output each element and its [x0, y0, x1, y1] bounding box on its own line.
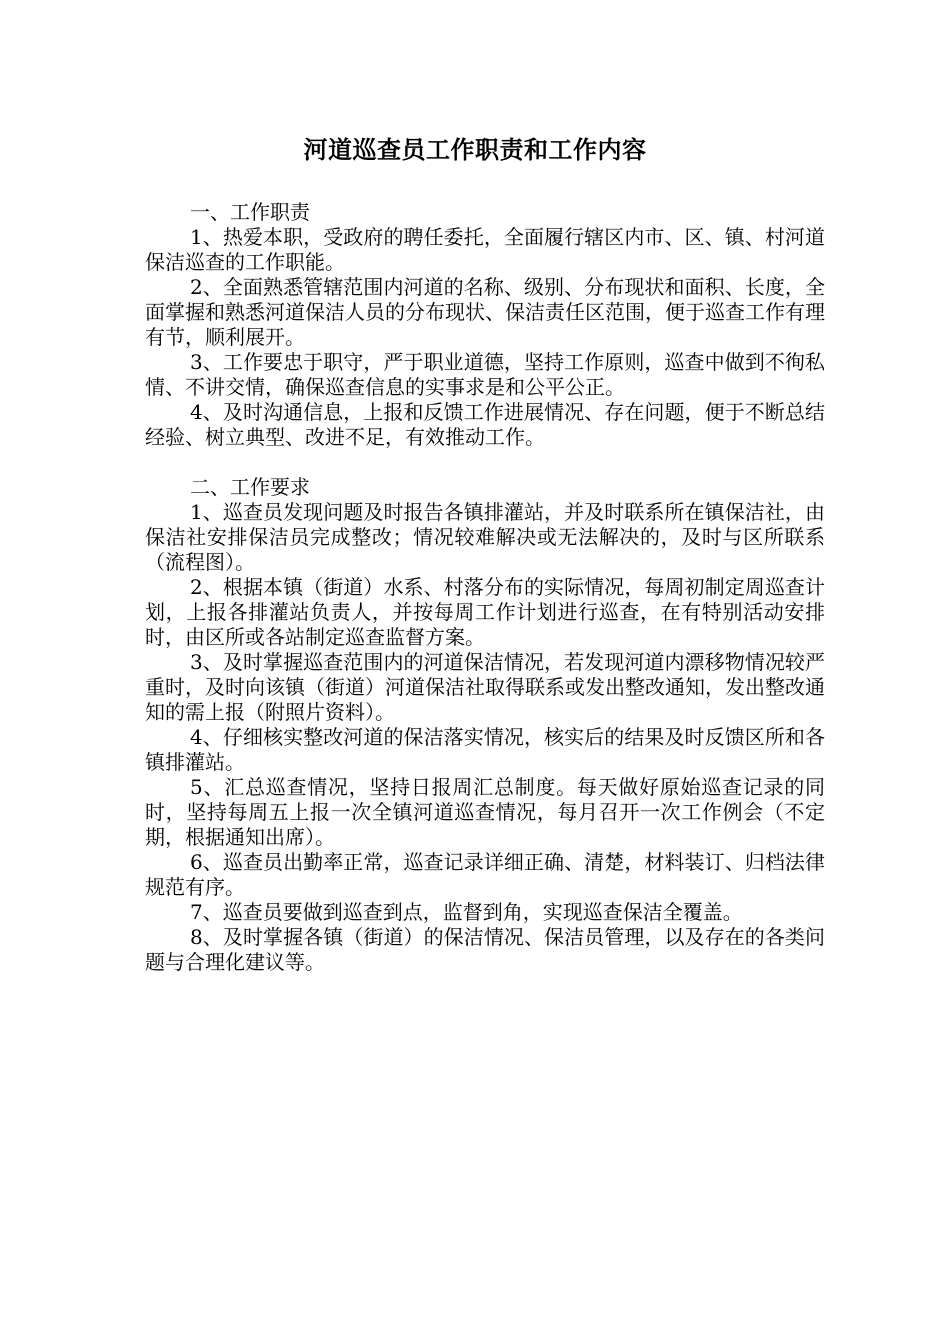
- paragraph: 7、巡查员要做到巡查到点，监督到角，实现巡查保洁全覆盖。: [190, 900, 743, 924]
- section-heading: 二、工作要求: [190, 475, 310, 499]
- paragraph: 1、热爱本职，受政府的聘任委托，全面履行辖区内市、区、镇、村河道保洁巡查的工作职能。: [145, 225, 825, 274]
- document-title: 河道巡查员工作职责和工作内容: [303, 135, 647, 164]
- paragraph: 1、巡查员发现问题及时报告各镇排灌站，并及时联系所在镇保洁社，由保洁社安排保洁员完成整改；情况较难解决或无法解决的，及时与区所联系（流程图）。: [145, 500, 825, 574]
- paragraph: 5、汇总巡查情况，坚持日报周汇总制度。每天做好原始巡查记录的同时，坚持每周五上报一次全镇河道巡查情况，每月召开一次工作例会（不定期，根据通知出席）。: [145, 775, 825, 849]
- paragraph: 2、根据本镇（街道）水系、村落分布的实际情况，每周初制定周巡查计划，上报各排灌站负责人，并按每周工作计划进行巡查，在有特别活动安排时，由区所或各站制定巡查监督方案。: [145, 575, 825, 649]
- paragraph: 8、及时掌握各镇（街道）的保洁情况、保洁员管理，以及存在的各类问题与合理化建议等。: [145, 925, 825, 974]
- document-body: [145, 200, 825, 975]
- paragraph: 2、全面熟悉管辖范围内河道的名称、级别、分布现状和面积、长度，全面掌握和熟悉河道保洁人员的分布现状、保洁责任区范围，便于巡查工作有理有节，顺利展开。: [145, 275, 825, 349]
- paragraph: 4、仔细核实整改河道的保洁落实情况，核实后的结果及时反馈区所和各镇排灌站。: [145, 725, 825, 774]
- paragraph: 4、及时沟通信息，上报和反馈工作进展情况、存在问题，便于不断总结经验、树立典型、改进不足，有效推动工作。: [145, 400, 825, 449]
- section-heading: 一、工作职责: [190, 200, 310, 224]
- section-duties: [145, 200, 825, 450]
- paragraph: 3、工作要忠于职守，严于职业道德，坚持工作原则，巡查中做到不徇私情、不讲交情，确保巡查信息的实事求是和公平公正。: [145, 350, 825, 399]
- paragraph: 3、及时掌握巡查范围内的河道保洁情况，若发现河道内漂移物情况较严重时，及时向该镇（街道）河道保洁社取得联系或发出整改通知，发出整改通知的需上报（附照片资料）。: [145, 650, 825, 724]
- paragraph: 6、巡查员出勤率正常，巡查记录详细正确、清楚，材料装订、归档法律规范有序。: [145, 850, 825, 899]
- section-requirements: [145, 475, 825, 975]
